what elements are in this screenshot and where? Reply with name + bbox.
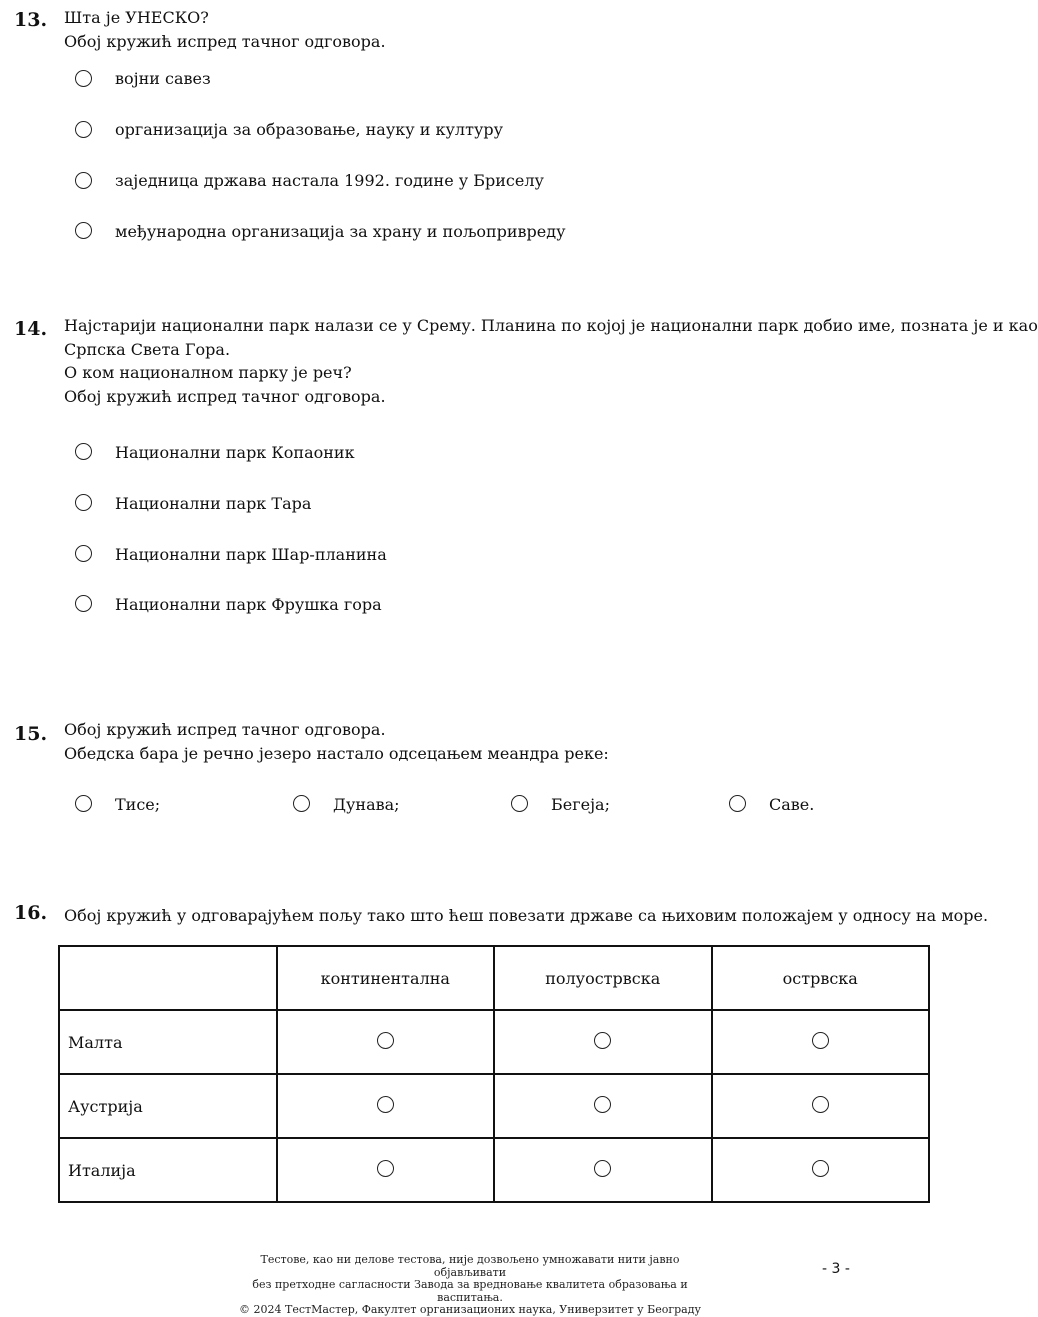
austria-island-radio[interactable]	[812, 1096, 829, 1113]
cell-austria-peninsular	[494, 1074, 712, 1138]
question-15-number: 15.	[14, 723, 48, 745]
q13-option-4-radio[interactable]	[75, 222, 92, 239]
copyright-footer	[230, 1254, 710, 1317]
row-label-austria: Аустрија	[59, 1074, 277, 1138]
q15-option-2-label: Дунава;	[333, 795, 400, 814]
q13-option-2-radio[interactable]	[75, 121, 92, 138]
q15-option-3-label: Бегеја;	[551, 795, 610, 814]
column-header-island: острвска	[712, 946, 930, 1010]
cell-malta-continental	[277, 1010, 495, 1074]
question-14-line-1: Најстарији национални парк налази се у Срему. Планина по којој је национални парк добио име, позната је и као	[64, 316, 1038, 335]
cell-austria-island	[712, 1074, 930, 1138]
question-16-text: Обој кружић у одговарајућем пољу тако што ћеш повезати државе са њиховим положајем у односу на море.	[64, 906, 989, 925]
question-14-instruction: Обој кружић испред тачног одговора.	[64, 386, 386, 406]
italy-peninsular-radio[interactable]	[594, 1160, 611, 1177]
q14-option-1-radio[interactable]	[75, 443, 92, 460]
q15-option-1-radio[interactable]	[75, 795, 92, 812]
cell-italy-peninsular	[494, 1138, 712, 1202]
q13-option-4-label: међународна организација за храну и пољопривреду	[115, 222, 566, 241]
footer-line-3: © 2024 ТестМастер, Факултет организационих наука, Универзитет у Београду	[239, 1303, 701, 1316]
q13-option-3-label: заједница држава настала 1992. године у Бриселу	[115, 171, 544, 190]
malta-continental-radio[interactable]	[377, 1032, 394, 1049]
q14-option-2-radio[interactable]	[75, 494, 92, 511]
question-16-number: 16.	[14, 902, 48, 924]
column-header-peninsular: полуострвска	[494, 946, 712, 1010]
question-14-number: 14.	[14, 318, 48, 340]
malta-peninsular-radio[interactable]	[594, 1032, 611, 1049]
question-14-text	[64, 314, 1038, 408]
cell-italy-island	[712, 1138, 930, 1202]
q13-option-2-label: организација за образовање, науку и културу	[115, 120, 504, 139]
table-row	[59, 1074, 929, 1138]
question-13-text	[64, 6, 386, 53]
italy-continental-radio[interactable]	[377, 1160, 394, 1177]
q14-option-4-radio[interactable]	[75, 595, 92, 612]
table-row	[59, 1010, 929, 1074]
question-13-instruction: Обој кружић испред тачног одговора.	[64, 31, 386, 51]
q14-option-3-label: Национални парк Шар-планина	[115, 545, 387, 564]
footer-line-1: Тестове, као ни делове тестова, није дозвољено умножавати нити јавно објављивати	[260, 1253, 680, 1279]
q13-option-1-radio[interactable]	[75, 70, 92, 87]
q14-option-3-radio[interactable]	[75, 545, 92, 562]
cell-italy-continental	[277, 1138, 495, 1202]
cell-malta-island	[712, 1010, 930, 1074]
q15-option-4-radio[interactable]	[729, 795, 746, 812]
question-14-line-3: О ком националном парку је реч?	[64, 363, 352, 382]
column-header-continental: континентална	[277, 946, 495, 1010]
austria-peninsular-radio[interactable]	[594, 1096, 611, 1113]
q15-option-1-label: Тисе;	[115, 795, 161, 814]
row-label-italy: Италија	[59, 1138, 277, 1202]
question-13-number: 13.	[14, 9, 48, 31]
country-position-table	[58, 945, 930, 1203]
q14-option-4-label: Национални парк Фрушка гора	[115, 595, 382, 614]
malta-island-radio[interactable]	[812, 1032, 829, 1049]
question-15-instruction: Обој кружић испред тачног одговора.	[64, 720, 386, 739]
question-13-line: Шта је УНЕСКО?	[64, 8, 209, 27]
q13-option-3-radio[interactable]	[75, 172, 92, 189]
table-row	[59, 1138, 929, 1202]
q13-option-1-label: војни савез	[115, 69, 211, 88]
q14-option-1-label: Национални парк Копаоник	[115, 443, 355, 462]
q15-option-3-radio[interactable]	[511, 795, 528, 812]
cell-malta-peninsular	[494, 1010, 712, 1074]
question-15-text	[64, 718, 609, 765]
cell-austria-continental	[277, 1074, 495, 1138]
table-corner-cell	[59, 946, 277, 1010]
q14-option-2-label: Национални парк Тара	[115, 494, 312, 513]
austria-continental-radio[interactable]	[377, 1096, 394, 1113]
row-label-malta: Малта	[59, 1010, 277, 1074]
q15-option-2-radio[interactable]	[293, 795, 310, 812]
italy-island-radio[interactable]	[812, 1160, 829, 1177]
table-header-row	[59, 946, 929, 1010]
q15-option-4-label: Саве.	[769, 795, 815, 814]
question-14-line-2: Српска Света Гора.	[64, 339, 231, 359]
question-15-line: Обедска бара је речно језеро настало одсецањем меандра реке:	[64, 743, 609, 763]
page-number: - 3 -	[822, 1261, 850, 1277]
footer-line-2: без претходне сагласности Завода за вредновање квалитета образовања и васпитања.	[252, 1278, 688, 1304]
